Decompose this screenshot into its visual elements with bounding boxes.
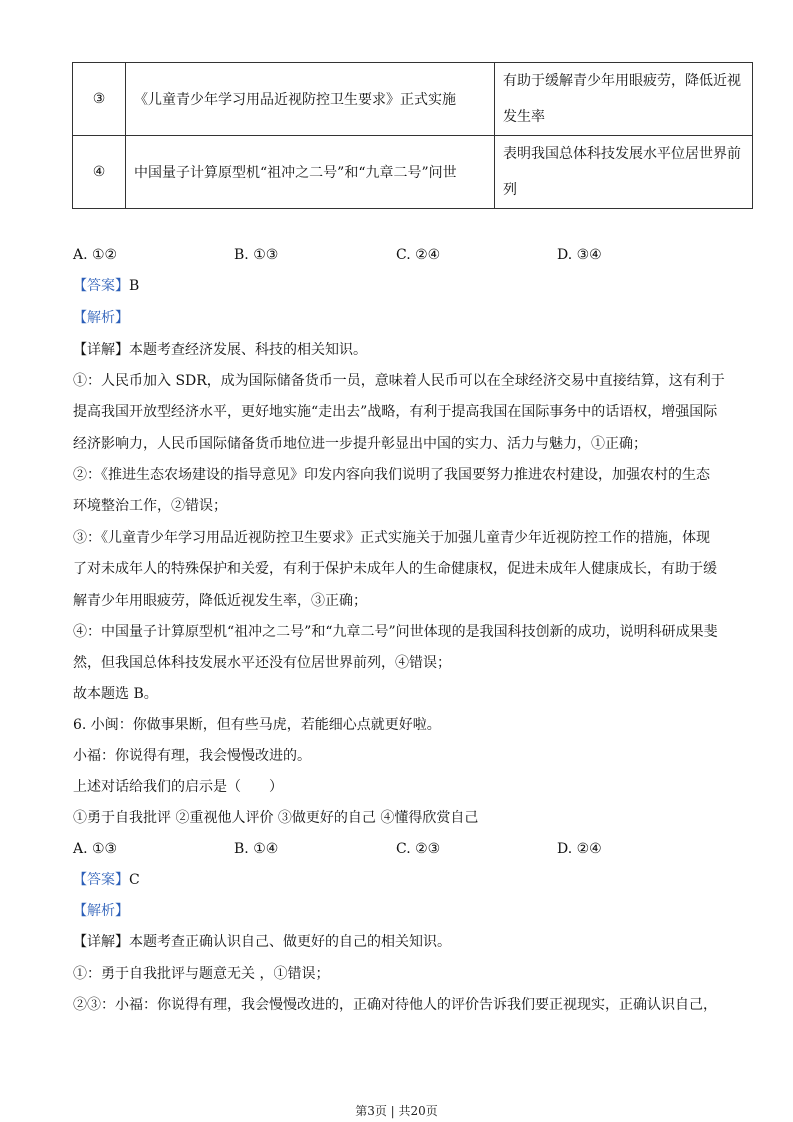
q5-answer [73, 276, 733, 296]
row-event: 《儿童青少年学习用品近视防控卫生要求》正式实施 [126, 63, 495, 136]
row-number: ③ [73, 63, 126, 136]
q5-p3: ③：《儿童青少年学习用品近视防控卫生要求》正式实施关于加强儿童青少年近视防控工作的措施，体现 [73, 530, 710, 546]
option-d: D. ②④ [557, 841, 602, 857]
q6-analysis-tag: 【解析】 [73, 903, 129, 919]
q5-p3c: 解青少年用眼疲劳，降低近视发生率，③正确； [73, 593, 367, 609]
q6-p2: ②③：小福：你说得有理，我会慢慢改进的，正确对待他人的评价告诉我们要正视现实，正确认识自己， [73, 997, 717, 1013]
detail-text: 本题考查正确认识自己、做更好的自己的相关知识。 [129, 934, 451, 950]
option-c: C. ②③ [396, 841, 441, 857]
option-a: A. ①③ [73, 841, 118, 857]
q5-p4: ④：中国量子计算原型机“祖冲之二号”和“九章二号”问世体现的是我国科技创新的成功，说明科研成果斐 [73, 624, 718, 640]
answer-value: B [129, 278, 140, 294]
q5-analysis-tag: 【解析】 [73, 310, 129, 326]
q6-answer [73, 870, 733, 890]
q6-detail [73, 932, 733, 952]
row-number: ④ [73, 136, 126, 209]
detail-text: 本题考查经济发展、科技的相关知识。 [129, 342, 367, 358]
q5-p2: ②：《推进生态农场建设的指导意见》印发内容向我们说明了我国要努力推进农村建设，加强农村的生态 [73, 467, 710, 483]
q5-conclusion: 故本题选 B。 [73, 686, 158, 702]
option-b: B. ①③ [234, 247, 279, 263]
page-footer: 第3页 | 共20页 [355, 1104, 438, 1118]
q5-p1c: 经济影响力，人民币国际储备货币地位进一步提升彰显出中国的实力、活力与魅力，①正确； [73, 436, 647, 452]
detail-tag: 【详解】 [73, 342, 129, 358]
row-significance: 表明我国总体科技发展水平位居世界前列 [495, 136, 753, 209]
q5-p4b: 然，但我国总体科技发展水平还没有位居世界前列，④错误； [73, 655, 451, 671]
q5-p2b: 环境整治工作，②错误； [73, 498, 227, 514]
events-table [72, 62, 753, 209]
q6-p1: ①：勇于自我批评与题意无关 ，①错误； [73, 966, 330, 982]
option-d: D. ③④ [557, 247, 602, 263]
option-c: C. ②④ [396, 247, 441, 263]
detail-tag: 【详解】 [73, 934, 129, 950]
q6-stem-1: 6. 小闽：你做事果断，但有些马虎，若能细心点就更好啦。 [73, 717, 441, 733]
q5-p3b: 了对未成年人的特殊保护和关爱，有利于保护未成年人的生命健康权，促进未成年人健康成长，有助于缓 [73, 561, 717, 577]
q6-stem-3: 上述对话给我们的启示是（ ） [73, 779, 283, 795]
row-event: 中国量子计算原型机“祖冲之二号”和“九章二号”问世 [126, 136, 495, 209]
q5-p1b: 提高我国开放型经济水平，更好地实施“走出去”战略，有利于提高我国在国际事务中的话语权，增强国际 [73, 404, 718, 420]
table-row [73, 136, 753, 209]
q6-statements: ①勇于自我批评 ②重视他人评价 ③做更好的自己 ④懂得欣赏自己 [73, 810, 479, 826]
row-significance: 有助于缓解青少年用眼疲劳，降低近视发生率 [495, 63, 753, 136]
q6-stem-2: 小福：你说得有理，我会慢慢改进的。 [73, 748, 311, 764]
q5-p1: ①：人民币加入 SDR，成为国际储备货币一员，意味着人民币可以在全球经济交易中直接结算，这有利于 [73, 373, 725, 389]
option-b: B. ①④ [234, 841, 279, 857]
table-row [73, 63, 753, 136]
q5-detail [73, 340, 733, 360]
answer-tag: 【答案】 [73, 872, 129, 888]
answer-tag: 【答案】 [73, 278, 129, 294]
answer-value: C [129, 872, 140, 888]
option-a: A. ①② [73, 247, 118, 263]
